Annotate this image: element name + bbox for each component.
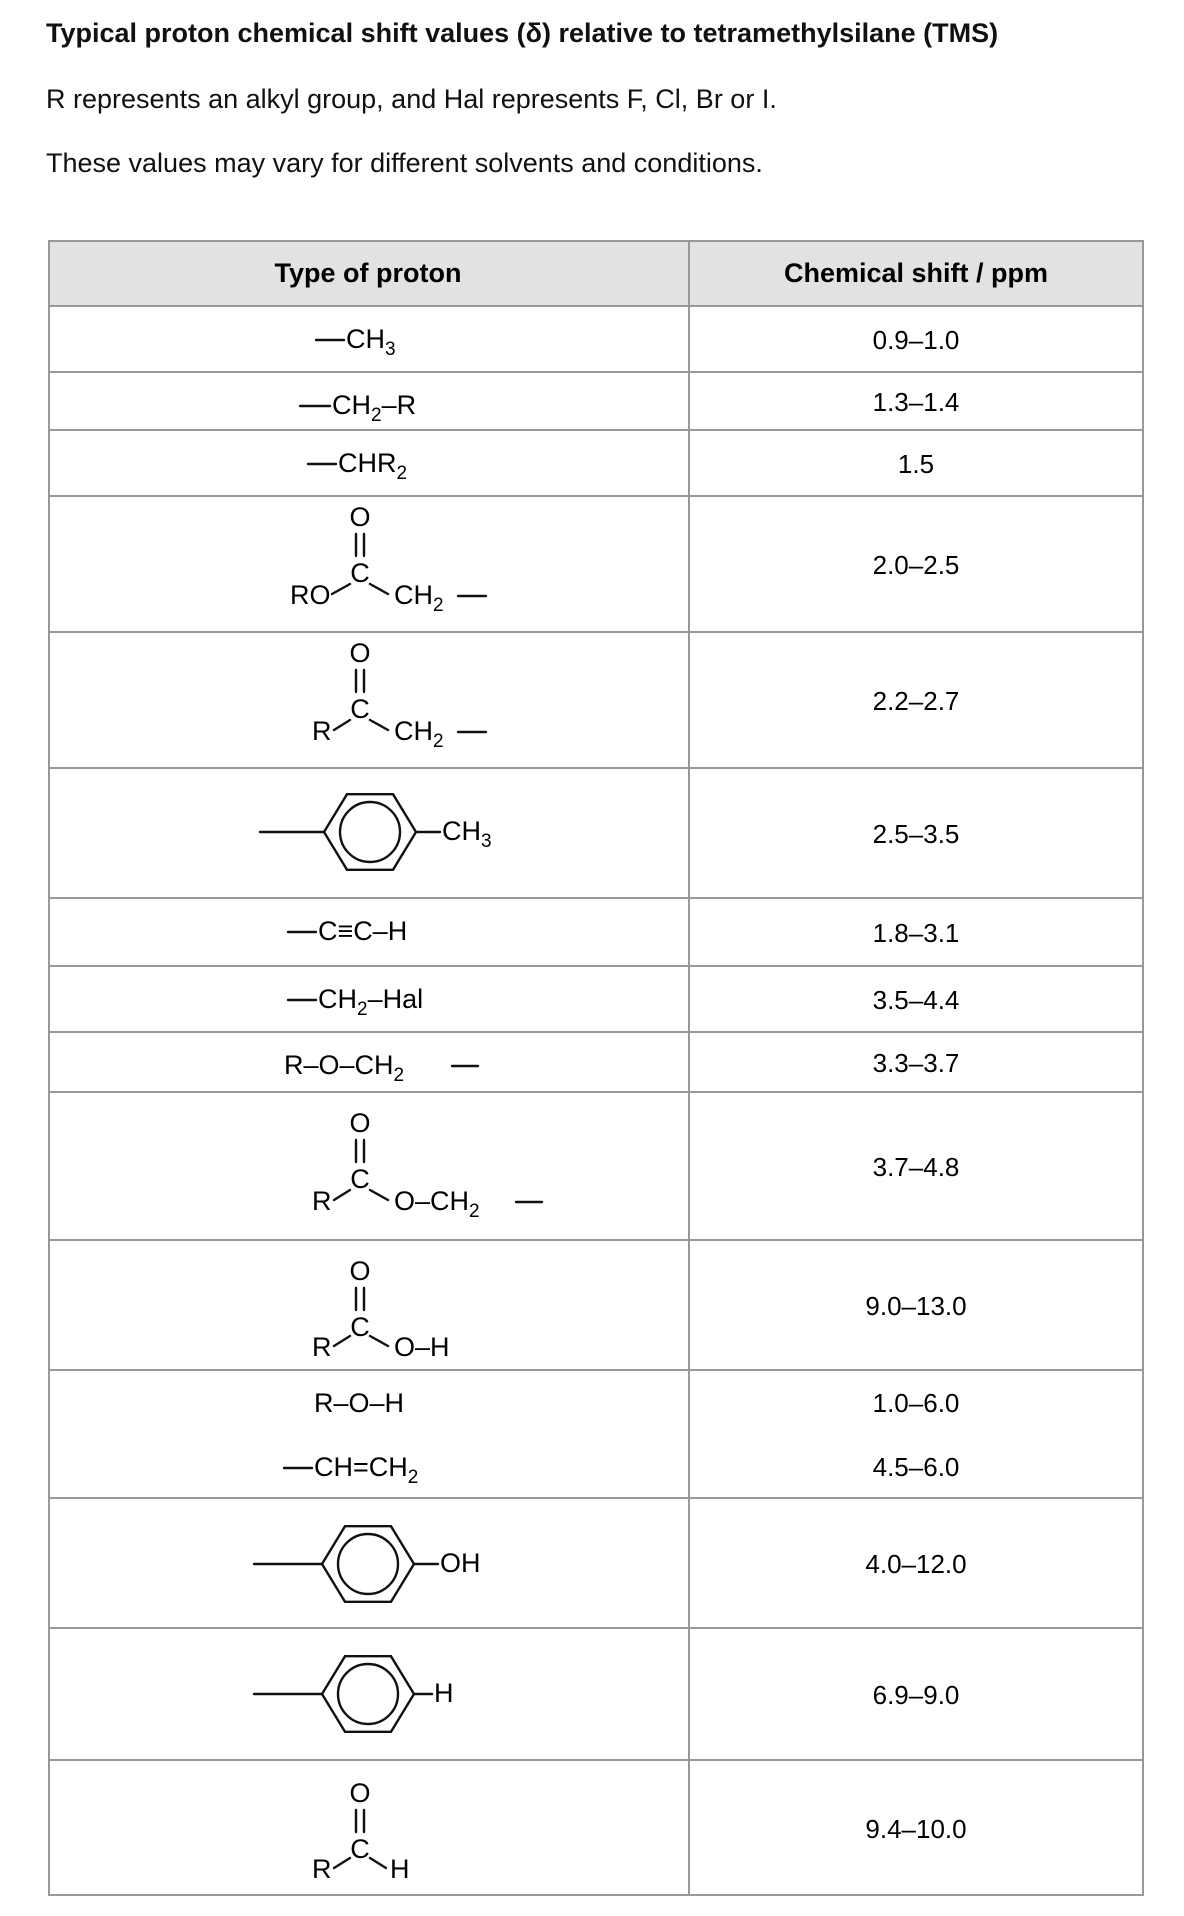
proton-structure — [312, 638, 486, 752]
bond-line — [370, 1336, 388, 1346]
ch2-label: $CH_2$ — [394, 580, 444, 616]
proton-structure — [254, 1526, 481, 1602]
shift-value: 4.5–6.0 — [872, 1452, 960, 1482]
proton-structure — [316, 324, 396, 360]
bond-line — [334, 1190, 350, 1200]
shift-value: 4.0–12.0 — [865, 1549, 967, 1579]
header-chemical-shift: Chemical shift / ppm — [783, 258, 1049, 288]
page-title: Typical proton chemical shift values (δ) relative to tetramethylsilane (TMS) — [46, 18, 999, 48]
h-label: H — [390, 1854, 410, 1884]
table-row — [288, 916, 959, 948]
vinyl-label: $CH=CH_2$ — [314, 1452, 419, 1488]
proton-structure — [288, 916, 407, 946]
table-row — [312, 1778, 967, 1884]
table-row — [290, 502, 959, 616]
table-row — [312, 1256, 967, 1362]
oh-label: OH — [440, 1548, 481, 1578]
benzene-ring — [322, 1526, 414, 1602]
table-row — [312, 638, 959, 752]
proton-structure — [284, 1050, 478, 1086]
proton-structure — [312, 1256, 450, 1362]
table-row — [312, 1108, 959, 1222]
chr2-label: $CHR_2$ — [338, 448, 408, 484]
shift-value: 9.4–10.0 — [865, 1814, 967, 1844]
ro-label: RO — [290, 580, 331, 610]
header-type-of-proton: Type of proton — [274, 258, 462, 288]
oxygen-label: O — [349, 1256, 371, 1286]
benzene-aromatic-circle — [338, 1664, 398, 1724]
h-label: H — [434, 1678, 454, 1708]
oxygen-label: O — [349, 638, 371, 668]
proton-structure — [284, 1452, 418, 1488]
shift-table — [48, 240, 1144, 1896]
proton-structure — [288, 984, 423, 1020]
ch2r-label: $CH_2-R$ — [332, 390, 417, 426]
table-row — [308, 448, 934, 484]
r-label: R — [312, 1186, 332, 1216]
oh-label: O–H — [394, 1332, 450, 1362]
carbon-label: C — [350, 1312, 370, 1342]
table-row — [284, 1452, 959, 1488]
bond-line — [332, 584, 350, 594]
bond-line — [334, 1336, 350, 1346]
shift-value: 1.8–3.1 — [872, 918, 960, 948]
benzene-ring — [324, 794, 416, 870]
roch2-label: $R-O-CH_2$ — [284, 1050, 405, 1086]
note-alkyl: R represents an alkyl group, and Hal represents F, Cl, Br or I. — [46, 84, 777, 114]
shift-value: 2.0–2.5 — [872, 550, 960, 580]
och2-label: $O-CH_2$ — [394, 1186, 480, 1222]
bond-line — [370, 1858, 386, 1868]
shift-value: 2.5–3.5 — [872, 819, 960, 849]
table-row — [254, 1526, 967, 1602]
shift-value: 3.5–4.4 — [872, 985, 960, 1015]
carbon-label: C — [350, 694, 370, 724]
shift-value: 1.5 — [897, 449, 935, 479]
table-row — [314, 1388, 959, 1418]
table-row — [260, 794, 959, 870]
bond-line — [370, 720, 388, 730]
ch2-label: $CH_2$ — [394, 716, 444, 752]
shift-value: 6.9–9.0 — [872, 1680, 960, 1710]
alkyne-label: C≡C–H — [318, 916, 408, 946]
carbon-label: C — [350, 558, 370, 588]
shift-value: 2.2–2.7 — [872, 686, 960, 716]
table-row — [288, 984, 959, 1020]
table-row — [284, 1048, 959, 1086]
bond-line — [370, 1190, 388, 1200]
bond-line — [334, 1858, 350, 1868]
proton-structure — [300, 390, 416, 426]
roh-label: R–O–H — [314, 1388, 405, 1418]
benzene-aromatic-circle — [340, 802, 400, 862]
shift-value: 9.0–13.0 — [865, 1291, 967, 1321]
oxygen-label: O — [349, 502, 371, 532]
r-label: R — [312, 1332, 332, 1362]
proton-structure — [308, 448, 407, 484]
bond-line — [370, 584, 388, 594]
proton-structure — [312, 1778, 410, 1884]
ch3-label: $CH_3$ — [346, 324, 396, 360]
table-border — [49, 241, 1143, 1895]
proton-structure — [312, 1108, 542, 1222]
proton-structure — [260, 794, 492, 870]
oxygen-label: O — [349, 1108, 371, 1138]
bond-line — [334, 720, 350, 730]
oxygen-label: O — [349, 1778, 371, 1808]
shift-value: 1.0–6.0 — [872, 1388, 960, 1418]
carbon-label: C — [350, 1164, 370, 1194]
benzene-aromatic-circle — [338, 1534, 398, 1594]
note-conditions: These values may vary for different solvents and conditions. — [46, 148, 763, 178]
proton-structure — [290, 502, 486, 616]
shift-value: 0.9–1.0 — [872, 325, 960, 355]
shift-value: 3.7–4.8 — [872, 1152, 960, 1182]
ch3-label: $CH_3$ — [442, 816, 492, 852]
shift-value: 1.3–1.4 — [872, 387, 960, 417]
table-row — [254, 1656, 959, 1732]
r-label: R — [312, 716, 332, 746]
r-label: R — [312, 1854, 332, 1884]
table-row — [316, 324, 959, 360]
ch2hal-label: $CH_2$–Hal — [318, 984, 424, 1020]
proton-structure — [314, 1388, 404, 1418]
shift-value: 3.3–3.7 — [872, 1048, 960, 1078]
benzene-ring — [322, 1656, 414, 1732]
proton-structure — [254, 1656, 454, 1732]
table-row — [300, 387, 959, 426]
carbon-label: C — [350, 1834, 370, 1864]
